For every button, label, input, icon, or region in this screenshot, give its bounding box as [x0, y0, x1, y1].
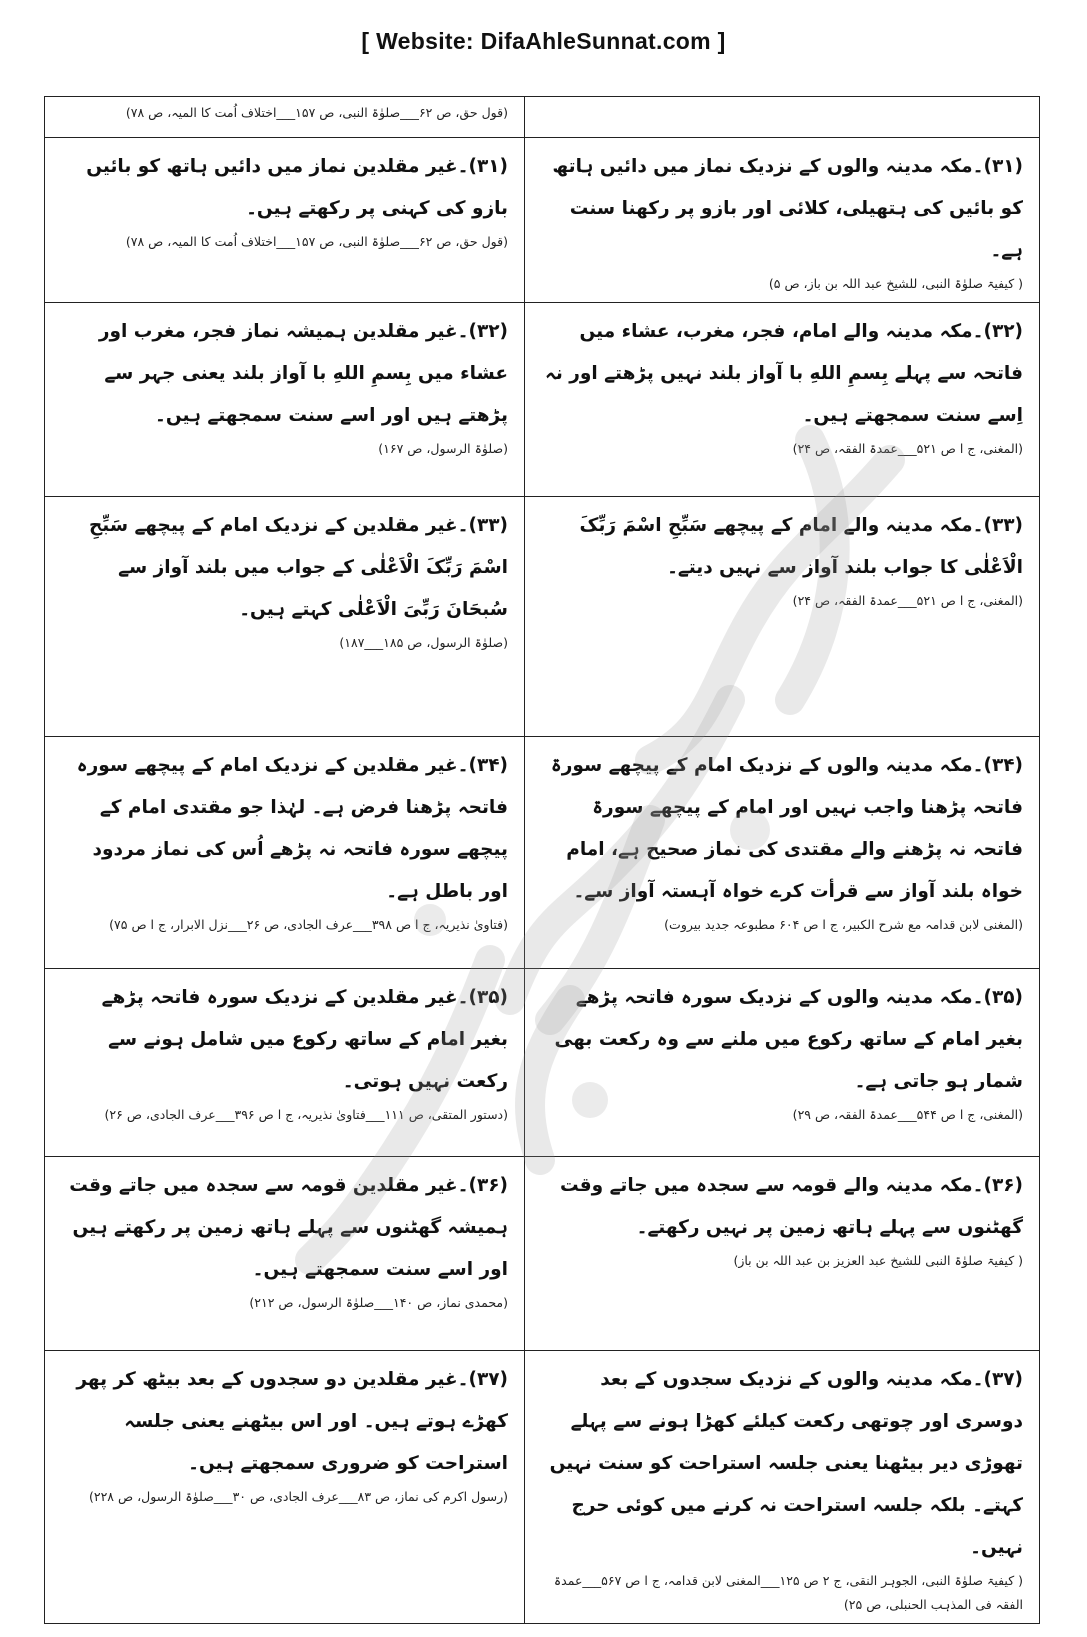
cell-text: (۳۵)۔مکہ مدینہ والوں کے نزدیک سورہ فاتحہ پڑھے بغیر امام کے ساتھ رکوع میں ملنے سے وہ رکعت بھی شمار ہو جاتی ہے۔ — [554, 987, 1023, 1092]
cell-text: (۳۷)۔مکہ مدینہ والوں کے نزدیک سجدوں کے بعد دوسری اور چوتھی رکعت کیلئے کھڑا ہونے سے پہلے تھوڑی دیر بیٹھنا یعنی جلسہ استراحت کو سنت نہیں کہتے۔ بلکہ جلسہ استراحت نہ کرنے میں کوئی حرج نہیں۔ — [549, 1369, 1023, 1558]
makkah-madinah-cell — [525, 97, 1040, 138]
ghair-muqallid-cell — [45, 737, 525, 969]
cell-reference: (صلوٰۃ الرسول، ص ۱۶۷) — [378, 441, 508, 456]
ghair-muqallid-cell — [45, 497, 525, 737]
cell-reference: (قول حق، ص ۶۲___صلوٰۃ النبی، ص ۱۵۷___اختلاف اُمت کا المیہ، ص ۷۸) — [125, 234, 508, 249]
makkah-madinah-cell — [525, 497, 1040, 737]
makkah-madinah-cell — [525, 969, 1040, 1157]
cell-reference: (المغنی، ج ا ص ۵۲۱___عمدۃ الفقہ، ص ۲۴) — [792, 441, 1023, 456]
cell-text: (۳۲)۔غیر مقلدین ہمیشہ نماز فجر، مغرب اور عشاء میں بِسمِ اللهِ با آواز بلند یعنی جہر سے پڑھتے ہیں اور اسے سنت سمجھتے ہیں۔ — [98, 321, 508, 426]
ghair-muqallid-cell — [45, 303, 525, 497]
cell-reference: (المغنی، ج ا ص ۵۴۴___عمدۃ الفقہ، ص ۲۹) — [792, 1107, 1023, 1122]
cell-text: (۳۳)۔مکہ مدینہ والے امام کے پیچھے سَبِّحِ اسْمَ رَبِّکَ الْاَعْلٰی کا جواب بلند آواز سے نہیں دیتے۔ — [579, 515, 1023, 578]
cell-text: (۳۶)۔غیر مقلدین قومہ سے سجدہ میں جاتے وقت ہمیشہ گھٹنوں سے پہلے ہاتھ زمین پر رکھتے ہیں اور اسے سنت سمجھتے ہیں۔ — [69, 1175, 508, 1280]
website-header: [ Website: DifaAhleSunnat.com ] — [361, 28, 726, 54]
cell-reference: (المغنی لابن قدامہ مع شرح الکبیر، ج ا ص ۶۰۴ مطبوعہ جدید بیروت) — [664, 917, 1023, 932]
cell-reference: (المغنی، ج ا ص ۵۲۱___عمدۃ الفقہ، ص ۲۴) — [792, 593, 1023, 608]
cell-text: (۳۳)۔غیر مقلدین کے نزدیک امام کے پیچھے سَبِّحِ اسْمَ رَبِّکَ الْاَعْلٰی کے جواب میں بلند آواز سے سُبحَانَ رَبِّیَ الْاَعْلٰی کہتے ہیں۔ — [88, 515, 508, 620]
table-row — [45, 969, 1040, 1157]
cell-text: (۳۱)۔مکہ مدینہ والوں کے نزدیک نماز میں دائیں ہاتھ کو بائیں کی ہتھیلی، کلائی اور بازو پر رکھنا سنت ہے۔ — [552, 156, 1023, 261]
makkah-madinah-cell — [525, 1157, 1040, 1351]
makkah-madinah-cell — [525, 737, 1040, 969]
ghair-muqallid-cell — [45, 969, 525, 1157]
cell-reference: (فتاویٰ نذیریہ، ج ا ص ۳۹۸___عرف الجادی، ص ۲۶___نزل الابرار، ج ا ص ۷۵) — [109, 917, 508, 932]
cell-reference: (رسول اکرم کی نماز، ص ۸۳___عرف الجادی، ص ۳۰___صلوٰۃ الرسول، ص ۲۲۸) — [88, 1489, 508, 1504]
table-row — [45, 737, 1040, 969]
ghair-muqallid-cell — [45, 138, 525, 303]
table-row — [45, 497, 1040, 737]
table-row — [45, 303, 1040, 497]
cell-reference: ( کیفیۃ صلوٰۃ النبی، للشیخ عبد اللہ بن باز، ص ۵) — [768, 276, 1023, 291]
ghair-muqallid-cell — [45, 1157, 525, 1351]
cell-text: (۳۷)۔غیر مقلدین دو سجدوں کے بعد بیٹھ کر پھر کھڑے ہوتے ہیں۔ اور اس بیٹھنے یعنی جلسہ استراحت کو ضروری سمجھتے ہیں۔ — [76, 1369, 508, 1474]
makkah-madinah-cell — [525, 138, 1040, 303]
cell-text: (۳۲)۔مکہ مدینہ والے امام، فجر، مغرب، عشاء میں فاتحہ سے پہلے بِسمِ اللهِ با آواز بلند نہیں پڑھتے اور نہ اِسے سنت سمجھتے ہیں۔ — [545, 321, 1023, 426]
cell-reference: (صلوٰۃ الرسول، ص ۱۸۵___۱۸۷) — [339, 635, 508, 650]
makkah-madinah-cell — [525, 1351, 1040, 1624]
cell-reference: ( کیفیۃ صلوٰۃ النبی، الجوہر النقی، ج ۲ ص ۱۲۵___المغنی لابن قدامہ، ج ا ص ۵۶۷___عمدۃ الفقہ فی المذہب الحنبلی، ص ۲۵) — [553, 1573, 1023, 1612]
cell-reference: ( کیفیۃ صلوٰۃ النبی للشیخ عبد العزیز بن عبد اللہ بن باز) — [733, 1253, 1023, 1268]
cell-text: (۳۴)۔مکہ مدینہ والوں کے نزدیک امام کے پیچھے سورۃ فاتحہ پڑھنا واجب نہیں اور امام کے پیچھے سورۃ فاتحہ نہ پڑھنے والے مقتدی کی نماز صحیح ہے، امام خواہ بلند آواز سے قرأت کرے خواہ آہستہ آواز سے۔ — [550, 755, 1023, 902]
cell-reference: (قول حق، ص ۶۲___صلوٰۃ النبی، ص ۱۵۷___اختلاف اُمت کا المیہ، ص ۷۸) — [125, 105, 508, 120]
cell-text: (۳۵)۔غیر مقلدین کے نزدیک سورہ فاتحہ پڑھے بغیر امام کے ساتھ رکوع میں شامل ہونے سے رکعت نہیں ہوتی۔ — [101, 987, 508, 1092]
table-row — [45, 97, 1040, 138]
cell-reference: (دستور المتقی، ص ۱۱۱___فتاویٰ نذیریہ، ج ا ص ۳۹۶___عرف الجادی، ص ۲۶) — [104, 1107, 508, 1122]
table-row — [45, 1351, 1040, 1624]
cell-text: (۳۶)۔مکہ مدینہ والے قومہ سے سجدہ میں جاتے وقت گھٹنوں سے پہلے ہاتھ زمین پر نہیں رکھتے۔ — [559, 1175, 1023, 1238]
table-row — [45, 1157, 1040, 1351]
ghair-muqallid-cell — [45, 1351, 525, 1624]
cell-text: (۳۴)۔غیر مقلدین کے نزدیک امام کے پیچھے سورہ فاتحہ پڑھنا فرض ہے۔ لہٰذا جو مقتدی امام کے پیچھے سورہ فاتحہ نہ پڑھے اُس کی نماز مردود اور باطل ہے۔ — [76, 755, 508, 902]
cell-text: (۳۱)۔غیر مقلدین نماز میں دائیں ہاتھ کو بائیں بازو کی کہنی پر رکھتے ہیں۔ — [86, 156, 508, 219]
comparison-table — [44, 96, 1040, 1624]
ghair-muqallid-cell — [45, 97, 525, 138]
cell-reference: (محمدی نماز، ص ۱۴۰___صلوٰۃ الرسول، ص ۲۱۲) — [249, 1295, 508, 1310]
makkah-madinah-cell — [525, 303, 1040, 497]
table-row — [45, 138, 1040, 303]
